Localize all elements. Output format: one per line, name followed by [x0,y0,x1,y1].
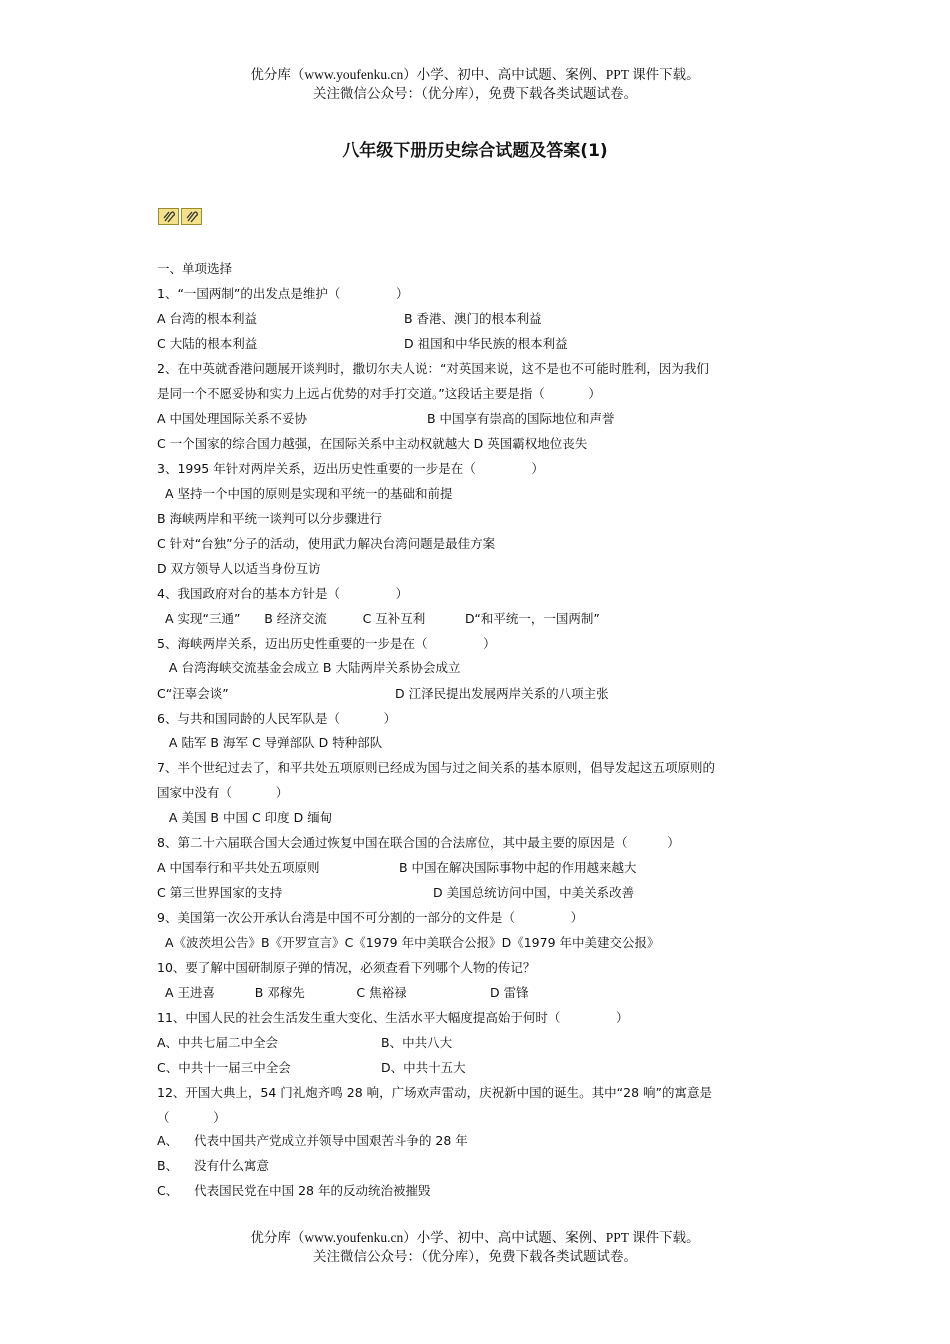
paperclip-icon[interactable] [158,208,179,225]
option-right: D 江泽民提出发展两岸关系的八项主张 [395,686,609,701]
doc-line [157,883,807,901]
doc-line: A《波茨坦公告》B《开罗宣言》C《1979 年中美联合公报》D《1979 年中美建交公报》 [157,935,660,950]
option-left: C、中共十一届三中全会 [157,1060,291,1075]
doc-line: 10、要了解中国研制原子弹的情况，必须查看下列哪个人物的传记？ [157,960,536,975]
option-left: C 大陆的根本利益 [157,336,258,351]
doc-line [157,1033,807,1051]
doc-line [157,684,807,702]
doc-line [157,1058,807,1076]
doc-line: 3、1995 年针对两岸关系，迈出历史性重要的一步是在（ ） [157,461,544,476]
footer-line-1: 优分库（www.youfenku.cn）小学、初中、高中试题、案例、PPT 课件下载。 [250,1230,700,1245]
doc-line: C 一个国家的综合国力越强，在国际关系中主动权就越大 D 英国霸权地位丧失 [157,436,588,451]
option-left: C“汪辜会谈” [157,686,229,701]
section-heading: 一、单项选择 [157,261,233,276]
option-left: A 中国奉行和平共处五项原则 [157,860,320,875]
option-left: C 第三世界国家的支持 [157,885,283,900]
doc-line: 5、海峡两岸关系，迈出历史性重要的一步是在（ ） [157,636,496,651]
footer-line-2: 关注微信公众号：（优分库），免费下载各类试题试卷。 [313,1249,637,1264]
doc-line: A 实现“三通” B 经济交流 C 互补互利 D“和平统一，一国两制” [157,611,600,626]
doc-line: A 台湾海峡交流基金会成立 B 大陆两岸关系协会成立 [157,660,461,675]
doc-line: 国家中没有（ ） [157,785,289,800]
doc-line: C、 代表国民党在中国 28 年的反动统治被摧毁 [157,1183,431,1198]
option-right: B 香港、澳门的根本利益 [404,311,542,326]
doc-line: （ ） [157,1110,226,1125]
doc-line: 12、开国大典上，54 门礼炮齐鸣 28 响，广场欢声雷动，庆祝新中国的诞生。其中“28 响”的寓意是 [157,1085,712,1100]
header-line-2: 关注微信公众号：（优分库），免费下载各类试题试卷。 [313,86,637,101]
option-left: A、中共七届二中全会 [157,1035,279,1050]
option-right: D 祖国和中华民族的根本利益 [404,336,568,351]
doc-line [157,309,807,327]
doc-line: A 陆军 B 海军 C 导弹部队 D 特种部队 [157,735,383,750]
paperclip-icon[interactable] [181,208,202,225]
doc-line: 2、在中英就香港问题展开谈判时，撒切尔夫人说：“对英国来说，这不是也不可能时胜利，因为我们 [157,361,709,376]
doc-line: 8、第二十六届联合国大会通过恢复中国在联合国的合法席位，其中最主要的原因是（ ） [157,835,680,850]
doc-line [157,334,807,352]
option-left: A 中国处理国际关系不妥协 [157,411,308,426]
doc-line: B 海峡两岸和平统一谈判可以分步骤进行 [157,511,383,526]
doc-line: D 双方领导人以适当身份互访 [157,561,321,576]
doc-line: A 美国 B 中国 C 印度 D 缅甸 [157,810,333,825]
doc-line: 9、美国第一次公开承认台湾是中国不可分割的一部分的文件是（ ） [157,910,584,925]
doc-line: 4、我国政府对台的基本方针是（ ） [157,586,409,601]
doc-line: 1、“一国两制”的出发点是维护（ ） [157,286,409,301]
doc-line: 11、中国人民的社会生活发生重大变化、生活水平大幅度提高始于何时（ ） [157,1010,629,1025]
doc-line: B、 没有什么寓意 [157,1158,269,1173]
doc-line: C 针对“台独”分子的活动，使用武力解决台湾问题是最佳方案 [157,536,496,551]
doc-line [157,858,807,876]
option-right: B、中共八大 [381,1035,453,1050]
option-right: D 美国总统访问中国，中美关系改善 [433,885,635,900]
page-title: 八年级下册历史综合试题及答案(1) [342,141,608,161]
option-right: D、中共十五大 [381,1060,466,1075]
doc-line: 7、半个世纪过去了，和平共处五项原则已经成为国与过之间关系的基本原则，倡导发起这五项原则的 [157,760,715,775]
option-right: B 中国在解决国际事物中起的作用越来越大 [399,860,637,875]
option-left: A 台湾的根本利益 [157,311,258,326]
doc-line: A 王进喜 B 邓稼先 C 焦裕禄 D 雷锋 [157,985,529,1000]
doc-line: A 坚持一个中国的原则是实现和平统一的基础和前提 [157,486,453,501]
doc-line: 6、与共和国同龄的人民军队是（ ） [157,711,397,726]
doc-line [157,409,807,427]
doc-line: 是同一个不愿妥协和实力上远占优势的对手打交道。”这段话主要是指（ ） [157,386,601,401]
doc-line: A、 代表中国共产党成立并领导中国艰苦斗争的 28 年 [157,1133,468,1148]
option-right: B 中国享有崇高的国际地位和声誉 [427,411,615,426]
header-line-1: 优分库（www.youfenku.cn）小学、初中、高中试题、案例、PPT 课件下载。 [250,67,700,82]
attachment-icons [158,208,204,225]
